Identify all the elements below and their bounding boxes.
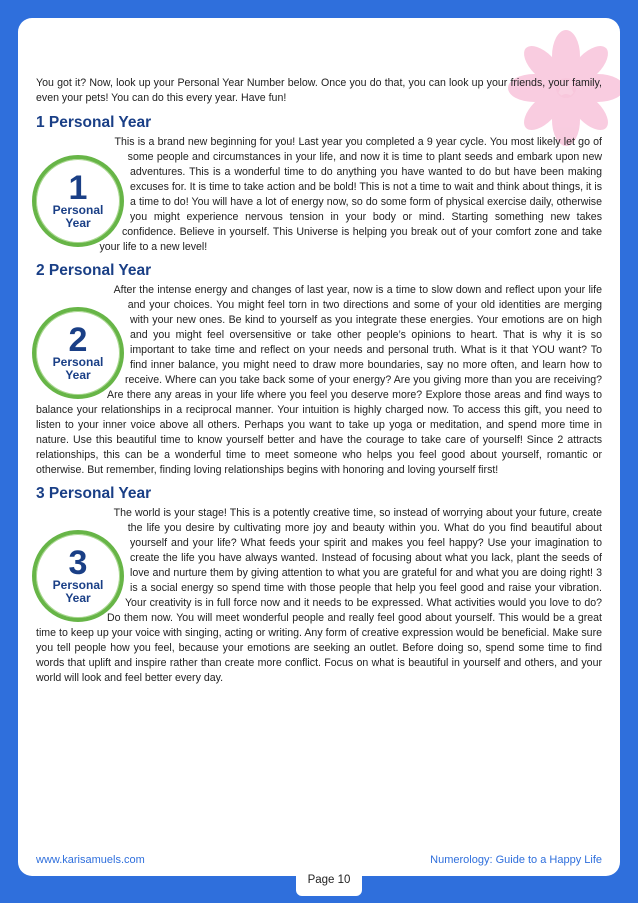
badge-label: Year [65,368,91,382]
badge-number: 1 [68,169,88,207]
section-heading: 2 Personal Year [36,262,152,279]
personal-year-badge [32,155,124,247]
page-number: Page 10 [296,868,362,896]
badge-number: 3 [68,544,88,582]
section-heading: 3 Personal Year [36,485,152,502]
personal-year-badge [32,530,124,622]
section-text: After the intense energy and changes of last year, now is a time to slow down and reflect upon your life and your choices. You might feel torn in two directions and some of your old identities are merging with your new ones. Be kind to yourself as you integrate these energies. Your emotions are on high and you might feel oversensitive or take other people’s opinions to heart. That is why it is so important to take time and reflect on your needs and personal truth. What is it that YOU want? To find inner balance, you might need to draw more boundaries, say no more often, and learn how to receive. Where can you take back some of your energy? Are you giving more than you are receiving? Are there any areas in your life where you feel you deserve more? Explore those areas and find ways to balance your relationships in a reciprocal manner. Your intuition is highly charged now. To access this gift, you need to listen to your inner voice above all others. Perhaps you want to take up yoga or meditation, and spend more time in nature. Use this beautiful time to know yourself better and have the courage to take care of yourself! Since 2 attracts relationships, this can be a wonderful time to meet someone who helps you feel good about yourself, romantic or otherwise. But remember, finding loving relationships begins with honoring and loving yourself first! [36,284,602,476]
page-content [36,76,602,692]
personal-year-badge [32,307,124,399]
badge-label: Personal [52,578,104,592]
section-personal-year-1 [36,113,602,255]
badge-label: Year [65,216,91,230]
badge-label: Personal [52,203,104,217]
badge-label: Personal [52,355,104,369]
badge-number: 2 [68,321,88,359]
section-personal-year-2 [36,261,602,478]
document-page [18,18,620,876]
website-link[interactable]: www.karisamuels.com [36,854,145,866]
badge-label: Year [65,591,91,605]
intro-paragraph: You got it? Now, look up your Personal Year Number below. Once you do that, you can look up your friends, your family, even your pets! You can do this every year. Have fun! [36,77,602,104]
section-text: The world is your stage! This is a potently creative time, so instead of worrying about your future, create the life you desire by cultivating more joy and beauty within you. What do you find beautiful about yourself and your life? What feeds your spirit and makes you feel happy? Use your imagination to create the life you have always wanted. Instead of focusing about what you lack, plant the seeds of love and nurture them by giving attention to what you are grateful for and what you are doing right! 3 is a social energy so spend time with those people that help you feel good and raise your vibration. Your creativity is in full force now and it needs to be expressed. What activities would you love to do? Do them now. You will meet wonderful people and really feel good about yourself. This would be a great time to keep up your voice with singing, acting or writing. Any form of creative expression would be beneficial. Make sure you tell people how you feel, because your emotions are seeking an outlet. Before doing so, spend some time to find words that uplift and inspire rather than create more conflict. Focus on what is beautiful in yourself and others, and your world will look and feel better every day. [36,507,602,684]
section-personal-year-3 [36,484,602,686]
section-text: This is a brand new beginning for you! Last year you completed a 9 year cycle. You most likely let go of some people and circumstances in your life, and now it is time to plant seeds and embark upon new adventures. This is a wonderful time to do anything you have wanted to do but have been making excuses for. It is time to take action and be bold! This is not a time to wait and think about things, it is a time to do! You will have a lot of energy now, so do some form of physical exercise daily, otherwise you might experience nervous tension in your body or mind. Starting something new takes confidence. Believe in yourself. This Universe is helping you break out of your comfort zone and take your life to a new level! [99,136,602,253]
book-title: Numerology: Guide to a Happy Life [430,854,602,866]
section-heading: 1 Personal Year [36,114,152,131]
